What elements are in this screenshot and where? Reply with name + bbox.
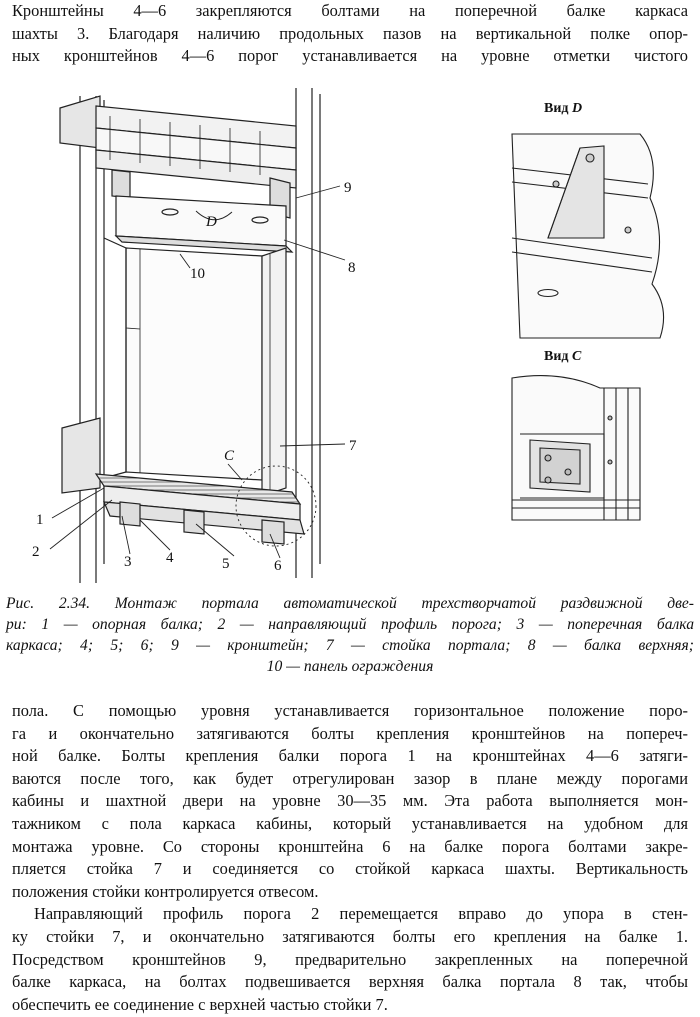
text-line: балке каркаса, на болтах подвешивается верхняя балка портала 8 так, чтобы xyxy=(12,972,688,992)
text-line: положения стойки контролируется отвесом. xyxy=(12,881,319,901)
callout-7: 7 xyxy=(349,438,357,454)
main-drawing xyxy=(60,88,320,583)
paragraph-bottom xyxy=(12,700,688,1016)
text-line: ваются после того, как будет отрегулирован зазор в плане между порогами xyxy=(12,768,688,788)
caption-line: Рис. 2.34. Монтаж портала автоматической трехстворчатой раздвижной две- xyxy=(6,595,694,612)
text-line: тажником с пола каркаса кабины, который устанавливается на удобном для xyxy=(12,813,688,833)
text-line: пола. С помощью уровня устанавливается горизонтальное положение поро- xyxy=(12,701,688,720)
view-d-title: Вид D xyxy=(544,101,583,116)
callout-9: 9 xyxy=(344,180,352,196)
caption-line: 10 — панель ограждения xyxy=(266,658,434,675)
view-c-title: Вид C xyxy=(544,349,582,364)
callout-8: 8 xyxy=(348,260,356,276)
text-line: ных кронштейнов 4—6 порог устанавливается на уровне отметки чистого xyxy=(12,46,688,66)
callout-2: 2 xyxy=(32,544,40,560)
text-line: га и окончательно затягиваются болты крепления кронштейнов на попереч- xyxy=(12,723,688,743)
callout-10: 10 xyxy=(190,266,205,282)
callout-3: 3 xyxy=(124,554,132,570)
callout-5: 5 xyxy=(222,556,230,572)
caption-line: ри: 1 — опорная балка; 2 — направляющий профиль порога; 3 — поперечная балка xyxy=(6,616,694,633)
text-line: Посредством кронштейнов 9, предварительно закрепленных на поперечной xyxy=(12,949,688,969)
view-c xyxy=(512,349,640,520)
figure-caption xyxy=(6,593,694,677)
figure-portal-installation xyxy=(0,88,700,583)
text-line: монтажа уровне. Со стороны кронштейна 6 на балке порога болтами закре- xyxy=(12,836,688,856)
text-line: Направляющий профиль порога 2 перемещается вправо до упора в стен- xyxy=(34,904,688,924)
caption-line: каркаса; 4; 5; 6; 9 — кронштейн; 7 — стойка портала; 8 — балка верхняя; xyxy=(6,637,694,654)
callout-4: 4 xyxy=(166,550,174,566)
view-d xyxy=(512,101,664,338)
text-line: шахты 3. Благодаря наличию продольных пазов на вертикальной полке опор- xyxy=(12,23,688,43)
view-c-marker: C xyxy=(224,448,235,464)
text-line: кабины и шахтной двери на уровне 30—35 мм. Эта работа выполняется мон- xyxy=(12,791,688,811)
text-line: ку стойки 7, и окончательно затягиваются болты его крепления на балке 1. xyxy=(12,926,688,946)
text-line: Кронштейны 4—6 закрепляются болтами на поперечной балке каркаса xyxy=(12,1,688,20)
view-d-marker: D xyxy=(206,214,217,230)
callout-6: 6 xyxy=(274,558,282,574)
text-line: пляется стойка 7 и соединяется со стойкой каркаса шахты. Вертикальность xyxy=(12,859,688,879)
paragraph-top xyxy=(12,0,688,68)
callout-1: 1 xyxy=(36,512,44,528)
text-line: обеспечить ее соединение с верхней частью стойки 7. xyxy=(12,994,388,1014)
text-line: ной балке. Болты крепления балки порога 1 на кронштейнах 4—6 затяги- xyxy=(12,746,688,766)
